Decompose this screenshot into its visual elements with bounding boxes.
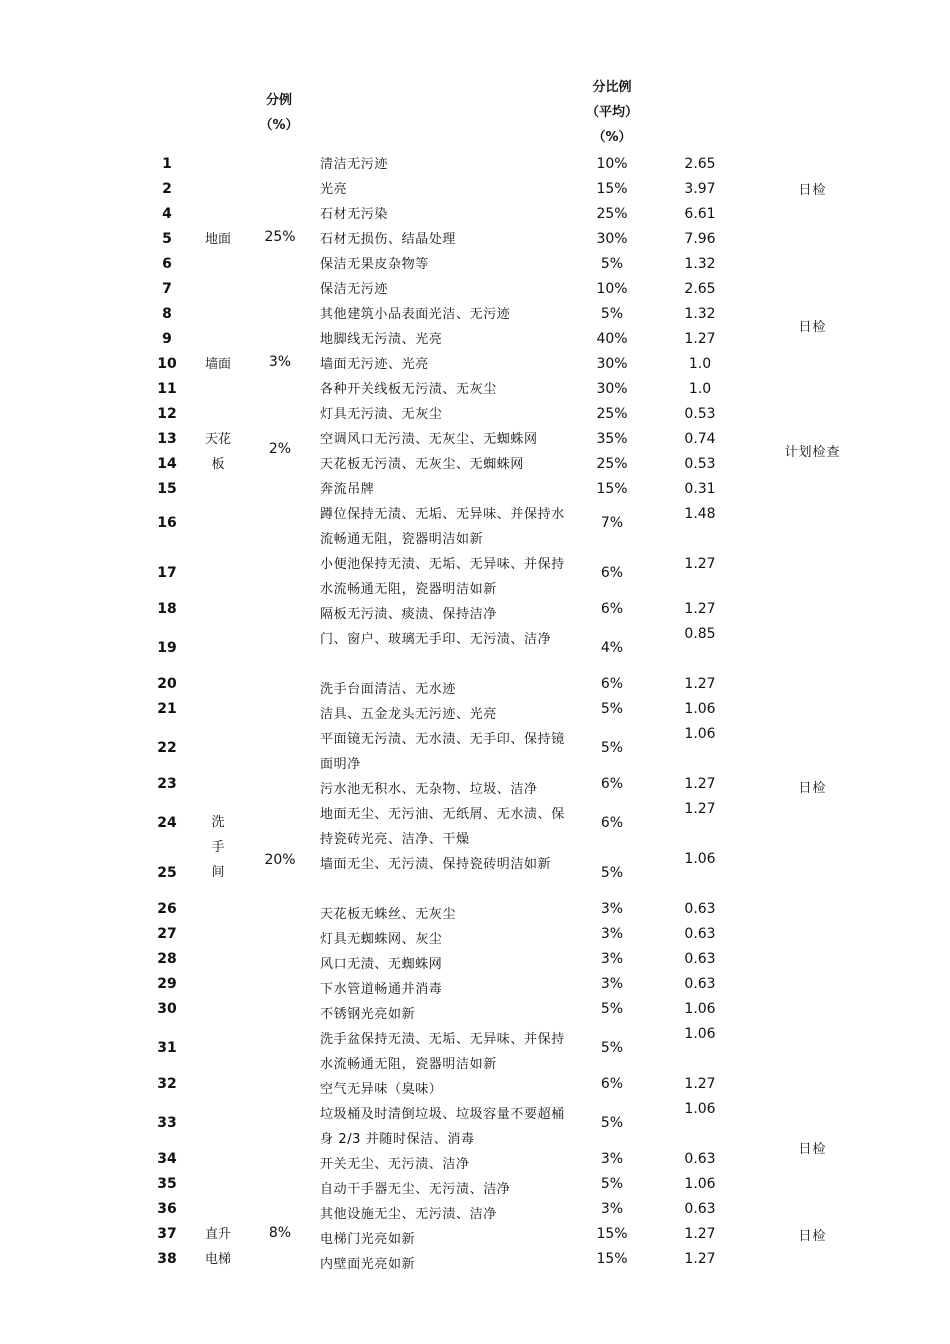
row-number: 13	[157, 431, 177, 447]
row-percent: 5%	[600, 306, 624, 322]
row-score: 1.06	[684, 701, 716, 717]
row-score: 0.63	[684, 901, 716, 917]
row-percent: 5%	[600, 1176, 624, 1192]
row-score: 3.97	[684, 181, 716, 197]
row-item: 其他设施无尘、无污渍、洁净	[320, 1207, 497, 1222]
row-percent: 6%	[600, 815, 624, 831]
row-number: 26	[157, 901, 177, 917]
row-percent: 15%	[596, 481, 628, 497]
row-number: 8	[162, 306, 172, 322]
row-score: 1.32	[684, 306, 716, 322]
row-score: 0.63	[684, 1201, 716, 1217]
row-score: 2.65	[684, 281, 716, 297]
area-washroom-line3: 间	[211, 865, 225, 880]
row-item: 清洁无污迹	[320, 157, 389, 172]
row-number: 7	[162, 281, 172, 297]
row-percent: 35%	[596, 431, 628, 447]
row-item: 下水管道畅通并消毒	[320, 982, 443, 997]
weight-washroom: 20%	[264, 852, 296, 868]
row-score: 1.06	[684, 1101, 716, 1117]
row-item: 其他建筑小品表面光洁、无污迹	[320, 307, 511, 322]
row-number: 17	[157, 565, 177, 581]
row-percent: 30%	[596, 381, 628, 397]
row-number: 12	[157, 406, 177, 422]
row-number: 1	[162, 156, 172, 172]
header-ratio-line3: （%）	[592, 130, 632, 145]
row-item: 隔板无污渍、痰渍、保持洁净	[320, 607, 497, 622]
row-percent: 3%	[600, 976, 624, 992]
row-score: 1.0	[688, 356, 712, 372]
table-row	[0, 202, 950, 227]
row-number: 11	[157, 381, 177, 397]
row-percent: 4%	[600, 640, 624, 656]
row-item: 洗手台面清洁、无水迹	[320, 682, 457, 697]
table-row	[0, 927, 950, 952]
area-washroom-line1: 洗	[211, 815, 225, 830]
row-score: 7.96	[684, 231, 716, 247]
weight-ceiling: 2%	[268, 441, 292, 457]
row-item: 空气无异味（臭味）	[320, 1082, 443, 1097]
row-item: 奔流吊牌	[320, 482, 375, 497]
row-number: 19	[157, 640, 177, 656]
method-cell: 日检	[798, 1229, 827, 1244]
row-score: 0.53	[684, 456, 716, 472]
row-item: 自动干手器无尘、无污渍、洁净	[320, 1182, 511, 1197]
row-score: 1.27	[684, 331, 716, 347]
area-wall: 墙面	[204, 357, 231, 372]
row-number: 33	[157, 1115, 177, 1131]
method-cell: 日检	[798, 183, 827, 198]
row-score: 1.06	[684, 1176, 716, 1192]
row-percent: 15%	[596, 1251, 628, 1267]
row-number: 6	[162, 256, 172, 272]
row-percent: 5%	[600, 701, 624, 717]
table-row	[0, 502, 950, 552]
row-number: 28	[157, 951, 177, 967]
row-item: 石材无损伤、结晶处理	[320, 232, 457, 247]
table-row	[0, 727, 950, 777]
row-percent: 3%	[600, 901, 624, 917]
row-item: 蹲位保持无渍、无垢、无异味、并保持水流畅通无阻，瓷器明洁如新	[320, 507, 565, 547]
row-score: 1.27	[684, 1226, 716, 1242]
row-item: 天花板无蛛丝、无灰尘	[320, 907, 457, 922]
row-percent: 25%	[596, 406, 628, 422]
header-weight-line2: （%）	[259, 118, 299, 133]
table-row	[0, 1027, 950, 1077]
row-percent: 6%	[600, 601, 624, 617]
row-percent: 3%	[600, 951, 624, 967]
table-row	[0, 977, 950, 1002]
row-percent: 40%	[596, 331, 628, 347]
method-cell: 日检	[798, 781, 827, 796]
weight-floor: 25%	[264, 229, 296, 245]
table-row	[0, 277, 950, 302]
row-item: 墙面无污迹、光亮	[320, 357, 429, 372]
row-item: 各种开关线板无污渍、无灰尘	[320, 382, 497, 397]
row-number: 16	[157, 515, 177, 531]
row-percent: 3%	[600, 1201, 624, 1217]
row-percent: 10%	[596, 156, 628, 172]
area-washroom	[196, 810, 240, 885]
row-score: 1.27	[684, 776, 716, 792]
table-row	[0, 1252, 950, 1277]
area-elevator-line1: 直升	[204, 1227, 231, 1242]
row-number: 25	[157, 865, 177, 881]
row-item: 洗手盆保持无渍、无垢、无异味、并保持水流畅通无阻，瓷器明洁如新	[320, 1032, 565, 1072]
row-number: 27	[157, 926, 177, 942]
row-number: 31	[157, 1040, 177, 1056]
row-number: 29	[157, 976, 177, 992]
row-percent: 3%	[600, 1151, 624, 1167]
area-elevator-line2: 电梯	[204, 1252, 231, 1267]
row-score: 1.06	[684, 1026, 716, 1042]
header-ratio-line1: 分比例	[592, 80, 632, 95]
table-row	[0, 252, 950, 277]
table-row	[0, 1002, 950, 1027]
row-item: 保洁无果皮杂物等	[320, 257, 429, 272]
row-score: 1.32	[684, 256, 716, 272]
row-item: 电梯门光亮如新	[320, 1232, 416, 1247]
table-row	[0, 627, 950, 677]
table-row	[0, 602, 950, 627]
row-item: 垃圾桶及时清倒垃圾、垃圾容量不要超桶身 2/3 并随时保洁、消毒	[320, 1107, 565, 1147]
row-number: 9	[162, 331, 172, 347]
row-item: 保洁无污迹	[320, 282, 389, 297]
header-weight-line1: 分例	[265, 93, 292, 108]
row-item: 不锈钢光亮如新	[320, 1007, 416, 1022]
row-number: 35	[157, 1176, 177, 1192]
row-item: 内壁面光亮如新	[320, 1257, 416, 1272]
weight-wall: 3%	[268, 354, 292, 370]
row-score: 0.85	[684, 626, 716, 642]
header-ratio	[577, 75, 647, 150]
row-number: 5	[162, 231, 172, 247]
row-score: 0.31	[684, 481, 716, 497]
header-weight	[254, 88, 304, 138]
method-cell: 日检	[798, 1142, 827, 1157]
row-item: 墙面无尘、无污渍、保持瓷砖明洁如新	[320, 857, 552, 872]
row-item: 地脚线无污渍、光亮	[320, 332, 443, 347]
row-item: 平面镜无污渍、无水渍、无手印、保持镜面明净	[320, 732, 565, 772]
row-percent: 30%	[596, 231, 628, 247]
row-percent: 25%	[596, 456, 628, 472]
table-row	[0, 377, 950, 402]
row-score: 0.63	[684, 1151, 716, 1167]
row-number: 10	[157, 356, 177, 372]
row-percent: 6%	[600, 776, 624, 792]
row-number: 34	[157, 1151, 177, 1167]
table-row	[0, 677, 950, 702]
row-score: 1.0	[688, 381, 712, 397]
table-row	[0, 902, 950, 927]
area-elevator	[196, 1222, 240, 1272]
row-percent: 7%	[600, 515, 624, 531]
row-percent: 5%	[600, 1115, 624, 1131]
row-percent: 5%	[600, 740, 624, 756]
method-cell: 计划检查	[784, 445, 841, 460]
row-percent: 5%	[600, 256, 624, 272]
row-number: 24	[157, 815, 177, 831]
row-score: 1.06	[684, 726, 716, 742]
row-item: 开关无尘、无污渍、洁净	[320, 1157, 470, 1172]
row-score: 1.27	[684, 676, 716, 692]
area-washroom-line2: 手	[211, 840, 225, 855]
table-row	[0, 1077, 950, 1102]
table-row	[0, 852, 950, 902]
area-ceiling-line2: 板	[211, 457, 225, 472]
row-score: 0.63	[684, 976, 716, 992]
row-percent: 6%	[600, 676, 624, 692]
row-score: 1.27	[684, 801, 716, 817]
row-score: 1.48	[684, 506, 716, 522]
method-cell: 日检	[798, 320, 827, 335]
area-ceiling	[196, 427, 240, 477]
row-percent: 5%	[600, 865, 624, 881]
row-percent: 15%	[596, 181, 628, 197]
row-number: 30	[157, 1001, 177, 1017]
area-floor: 地面	[204, 232, 231, 247]
row-item: 地面无尘、无污油、无纸屑、无水渍、保持瓷砖光亮、洁净、干燥	[320, 807, 565, 847]
row-score: 1.27	[684, 601, 716, 617]
row-item: 灯具无蜘蛛网、灰尘	[320, 932, 443, 947]
table-row	[0, 227, 950, 252]
row-item: 天花板无污渍、无灰尘、无蜘蛛网	[320, 457, 525, 472]
row-percent: 3%	[600, 926, 624, 942]
header-ratio-line2: （平均）	[585, 105, 638, 120]
row-number: 32	[157, 1076, 177, 1092]
row-number: 15	[157, 481, 177, 497]
row-number: 21	[157, 701, 177, 717]
row-item: 空调风口无污渍、无灰尘、无蜘蛛网	[320, 432, 538, 447]
row-score: 1.06	[684, 1001, 716, 1017]
row-percent: 6%	[600, 565, 624, 581]
table-row	[0, 352, 950, 377]
row-item: 石材无污染	[320, 207, 389, 222]
row-percent: 30%	[596, 356, 628, 372]
row-percent: 15%	[596, 1226, 628, 1242]
table-row	[0, 1177, 950, 1202]
row-percent: 25%	[596, 206, 628, 222]
row-score: 2.65	[684, 156, 716, 172]
row-number: 38	[157, 1251, 177, 1267]
table-row	[0, 1202, 950, 1227]
row-percent: 6%	[600, 1076, 624, 1092]
row-score: 1.06	[684, 851, 716, 867]
row-percent: 10%	[596, 281, 628, 297]
row-score: 6.61	[684, 206, 716, 222]
row-item: 小便池保持无渍、无垢、无异味、并保持水流畅通无阻，瓷器明洁如新	[320, 557, 565, 597]
row-score: 0.63	[684, 951, 716, 967]
row-score: 0.53	[684, 406, 716, 422]
row-number: 37	[157, 1226, 177, 1242]
row-score: 0.74	[684, 431, 716, 447]
row-item: 门、窗户、玻璃无手印、无污渍、洁净	[320, 632, 552, 647]
row-score: 0.63	[684, 926, 716, 942]
row-item: 污水池无积水、无杂物、垃圾、洁净	[320, 782, 538, 797]
area-ceiling-line1: 天花	[204, 432, 231, 447]
weight-elevator: 8%	[268, 1225, 292, 1241]
row-number: 23	[157, 776, 177, 792]
row-item: 洁具、五金龙头无污迹、光亮	[320, 707, 497, 722]
table-row	[0, 952, 950, 977]
row-number: 36	[157, 1201, 177, 1217]
row-item: 灯具无污渍、无灰尘	[320, 407, 443, 422]
row-percent: 5%	[600, 1040, 624, 1056]
row-number: 14	[157, 456, 177, 472]
row-number: 18	[157, 601, 177, 617]
table-row	[0, 802, 950, 852]
table-row	[0, 477, 950, 502]
row-score: 1.27	[684, 556, 716, 572]
row-item: 光亮	[320, 182, 348, 197]
table-row	[0, 702, 950, 727]
row-score: 1.27	[684, 1076, 716, 1092]
row-number: 22	[157, 740, 177, 756]
row-item: 风口无渍、无蜘蛛网	[320, 957, 443, 972]
row-number: 2	[162, 181, 172, 197]
table-row	[0, 402, 950, 427]
table-row	[0, 552, 950, 602]
row-number: 4	[162, 206, 172, 222]
row-number: 20	[157, 676, 177, 692]
row-percent: 5%	[600, 1001, 624, 1017]
row-score: 1.27	[684, 1251, 716, 1267]
table-row	[0, 152, 950, 177]
